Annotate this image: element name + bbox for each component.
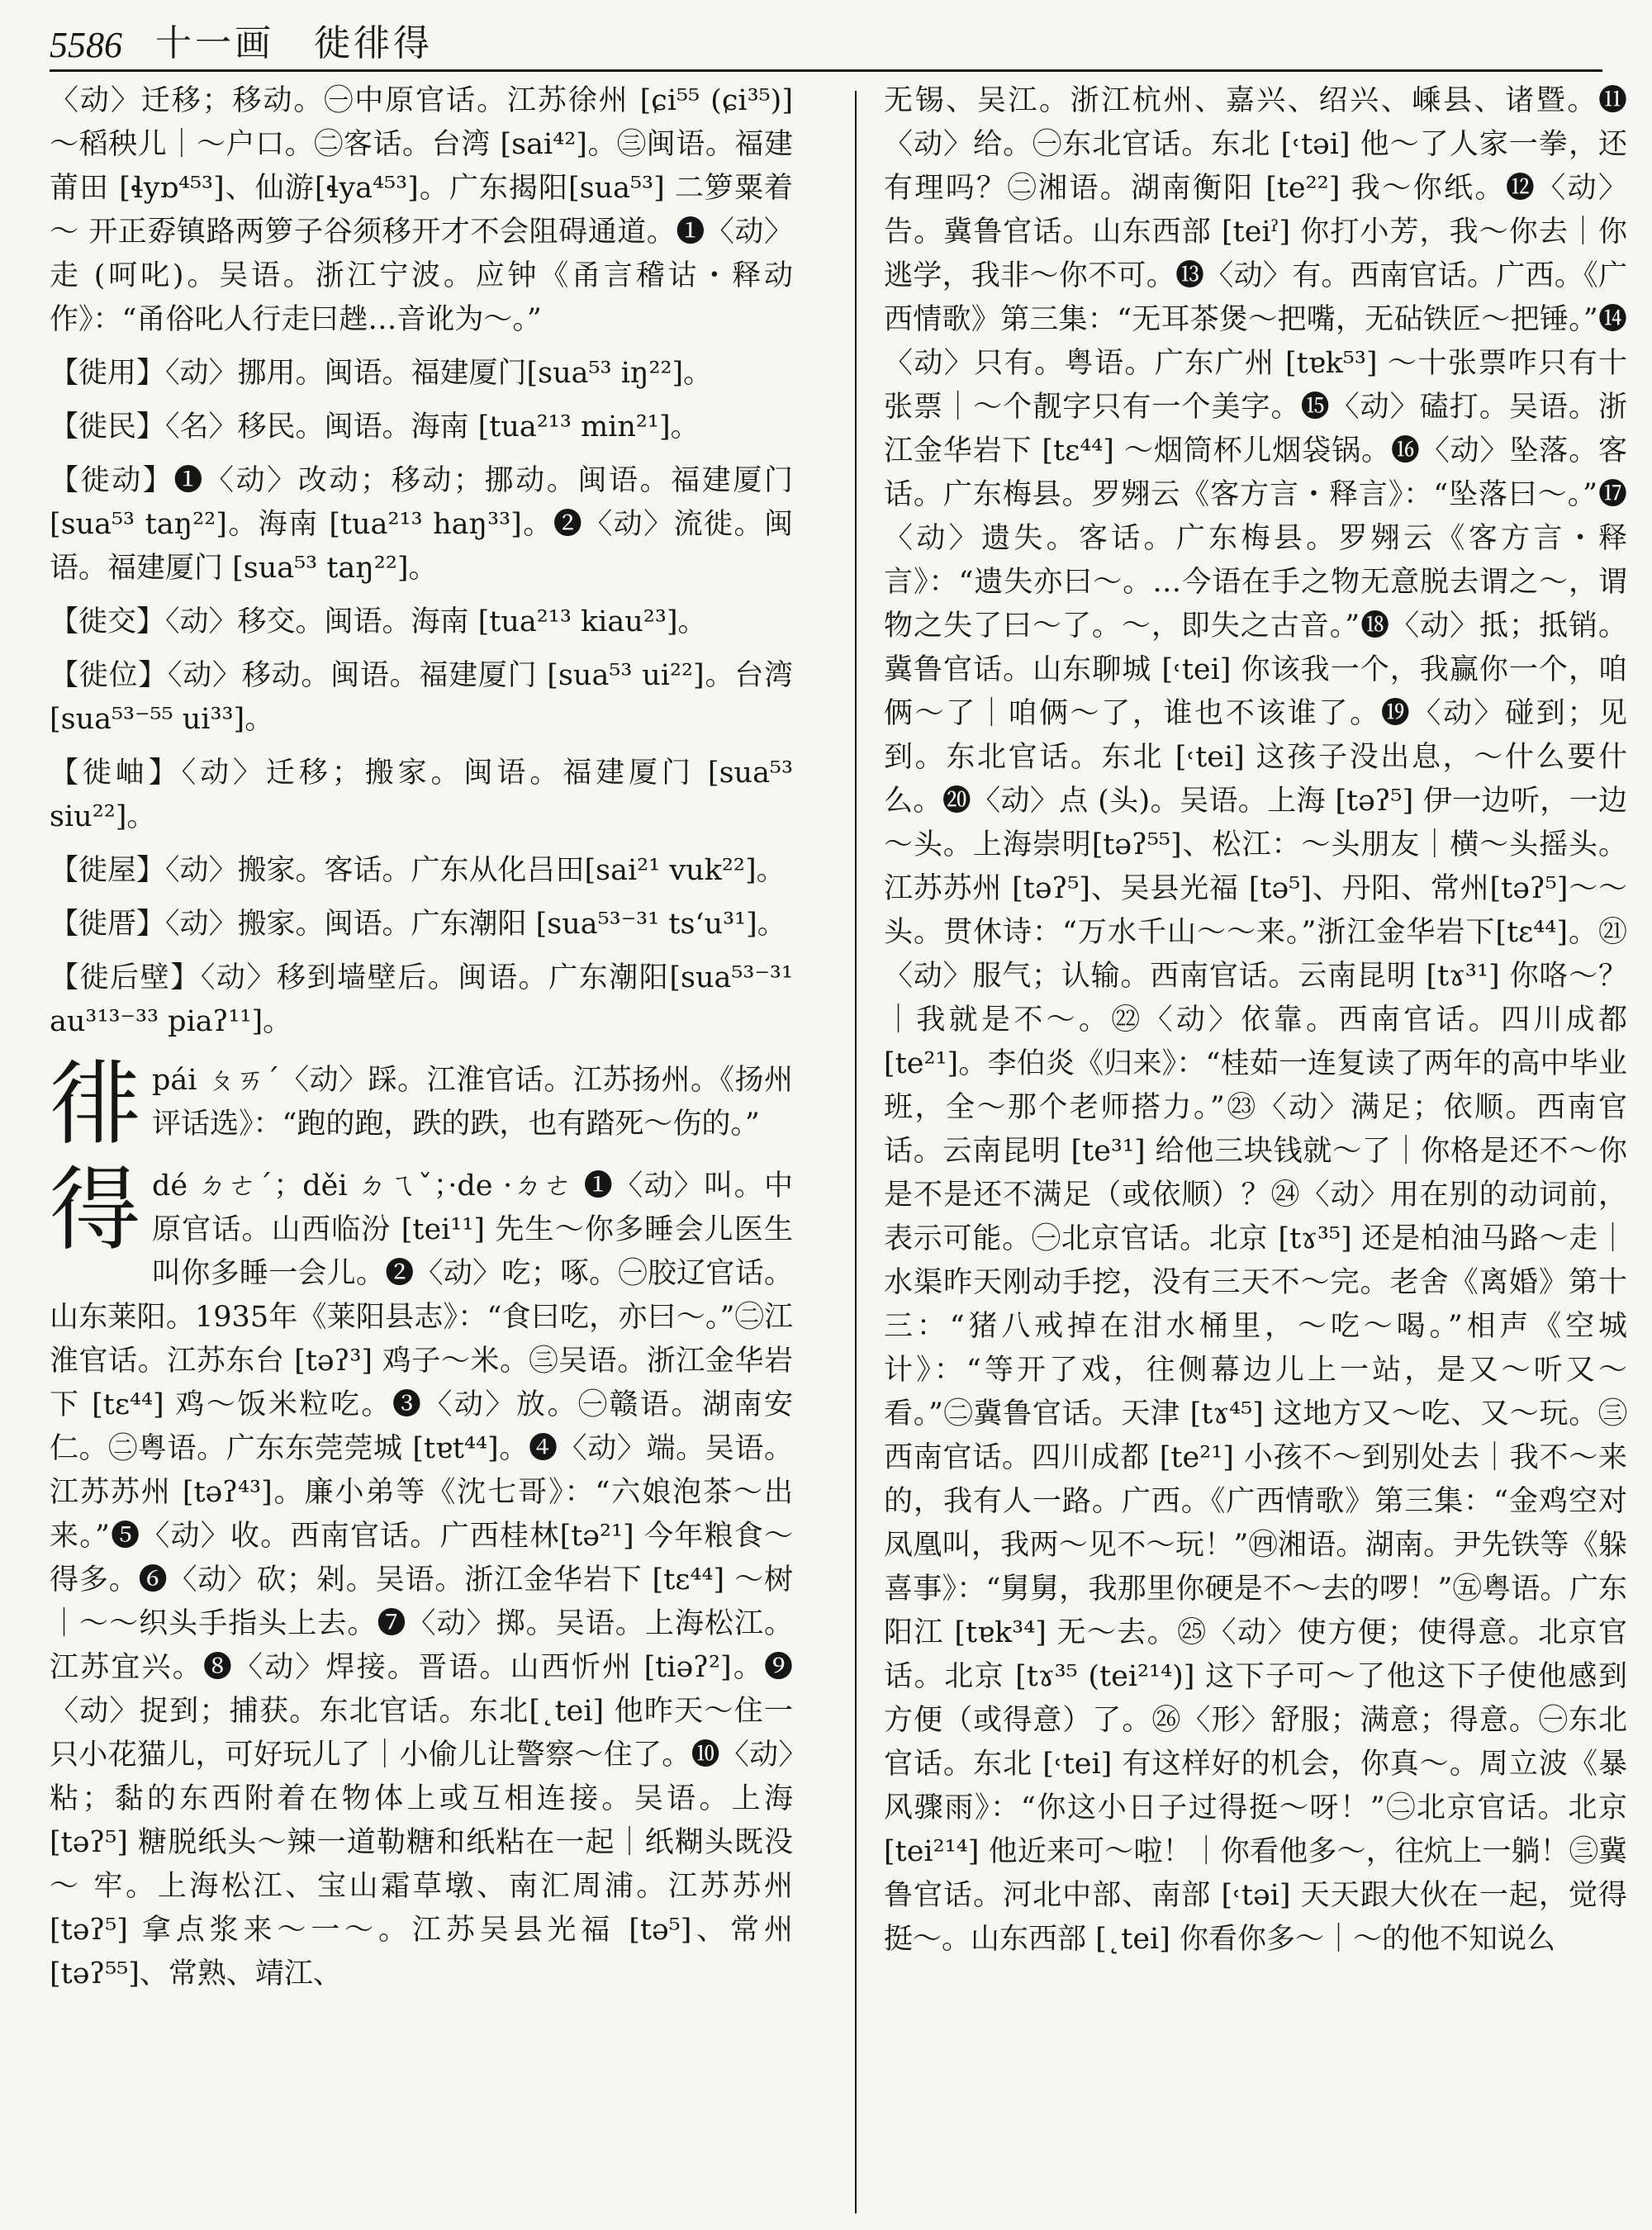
page-header (50, 17, 1602, 66)
right-column (884, 79, 1627, 1962)
entry-text: 【徙厝】〈动〉搬家。闽语。广东潮阳 [sua⁵³⁻³¹ tsʻu³¹]。 (50, 908, 786, 941)
entry-text: 【徙用】〈动〉挪用。闽语。福建厦门[sua⁵³ iŋ²²]。 (50, 357, 713, 390)
entry-text: 【徙位】〈动〉移动。闽语。福建厦门 [sua⁵³ ui²²]。台湾 [sua⁵³⁻⁵⁵ ui³³]。 (50, 659, 793, 736)
dictionary-entry (50, 600, 793, 644)
entry-text: 无锡、吴江。浙江杭州、嘉兴、绍兴、嵊县、诸暨。⓫〈动〉给。㊀东北官话。东北 [˓təi] 他～了人家一拳，还有理吗？㊁湘语。湖南衡阳 [te²²] 我～你纸。⓬〈动〉告。冀鲁官话。山东西部 [teiˀ] 你打小芳，我～你去｜你逃学，我非～你不可。⓭〈动〉有。西南官话。广西。《广西情歌》第三集：“无耳茶煲～把嘴，无砧铁匠～把锤。”⓮〈动〉只有。粤语。广东广州 [tɐk⁵³] ～十张票咋只有十张票｜～个靓字只有一个美字。⓯〈动〉磕打。吴语。浙江金华岩下 [tɛ⁴⁴] ～烟筒杯儿烟袋锅。⓰〈动〉坠落。客话。广东梅县。罗翙云《客方言・释言》：“坠落曰～。”⓱〈动〉遗失。客话。广东梅县。罗翙云《客方言・释言》：“遗失亦曰～。…今语在手之物无意脱去谓之～，谓物之失了曰～了。～，即失之古音。”⓲〈动〉抵；抵销。冀鲁官话。山东聊城 [˓tei] 你该我一个，我赢你一个，咱俩～了｜咱俩～了，谁也不该谁了。⓳〈动〉碰到；见到。东北官话。东北 [˓tei] 这孩子没出息，～什么要什么。⓴〈动〉点 (头)。吴语。上海 [təʔ⁵] 伊一边听，一边～头。上海崇明[təʔ⁵⁵]、松江：～头朋友｜横～头摇头。江苏苏州 [təʔ⁵]、吴县光福 [tə⁵]、丹阳、常州[təʔ⁵]～～头。贯休诗：“万水千山～～来。”浙江金华岩下[tɛ⁴⁴]。㉑〈动〉服气；认输。西南官话。云南昆明 [tɤ³¹] 你咯～？｜我就是不～。㉒〈动〉依靠。西南官话。四川成都 [te²¹]。李伯炎《归来》：“桂茹一连复读了两年的高中毕业班，全～那个老师搭力。”㉓〈动〉满足；依顺。西南官话。云南昆明 [te³¹] 给他三块钱就～了｜你格是还不～你是不是还不满足（或依顺）？㉔〈动〉用在别的动词前，表示可能。㊀北京官话。北京 [tɤ³⁵] 还是柏油马路～走｜水渠昨天刚动手挖，没有三天不～完。老舍《离婚》第十三：“猪八戒掉在泔水桶里，～吃～喝。”相声《空城计》：“等开了戏，往侧幕边儿上一站，是又～听又～看。”㊁冀鲁官话。天津 [tɤ⁴⁵] 这地方又～吃、又～玩。㊂西南官话。四川成都 [te²¹] 小孩不～到别处去｜我不～来的，我有人一路。广西。《广西情歌》第三集：“金鸡空对凤凰叫，我两～见不～玩！”㊃湘语。湖南。尹先铁等《躲喜事》：“舅舅，我那里你硬是不～去的啰！”㊄粤语。广东阳江 [tɐk³⁴] 无～去。㉕〈动〉使方便；使得意。北京官话。北京 [tɤ³⁵ (tei²¹⁴)] 这下子可～了他这下子使他感到方便（或得意）了。㉖〈形〉舒服；满意；得意。㊀东北官话。东北 [˓tei] 有这样好的机会，你真～。周立波《暴风骤雨》：“你这小日子过得挺～呀！”㊁北京官话。北京 [tei²¹⁴] 他近来可～啦！｜你看他多～，往炕上一躺！㊂冀鲁官话。河北中部、南部 [˓təi] 天天跟大伙在一起，觉得挺～。山东西部 [˛tei] 你看你多～｜～的他不知说么 (884, 84, 1627, 1956)
page-number: 5586 (50, 25, 122, 65)
entry-continuation (884, 79, 1627, 1962)
entry-text: 【徙交】〈动〉移交。闽语。海南 [tua²¹³ kiau²³]。 (50, 605, 707, 638)
dictionary-entry (50, 849, 793, 893)
headword-character: 得 (50, 1157, 140, 1263)
dictionary-entry (50, 459, 793, 591)
dictionary-entry (50, 406, 793, 449)
entry-text: 【徙后壁】〈动〉移到墙壁后。闽语。广东潮阳[sua⁵³⁻³¹ au³¹³⁻³³ piaʔ¹¹]。 (50, 961, 793, 1038)
dictionary-entry (50, 903, 793, 947)
dictionary-entry (50, 352, 793, 396)
header-rule (50, 69, 1602, 72)
headword-character: 徘 (50, 1051, 140, 1157)
page-title: 十一画 徙徘得 (155, 22, 433, 64)
left-column (50, 79, 793, 2003)
entry-text: dé ㄉㄜˊ；děi ㄉㄟˇ；·de ·ㄉㄜ ❶〈动〉叫。中原官话。山西临汾 [tei¹¹] 先生～你多睡会儿医生叫你多睡一会儿。❷〈动〉吃；啄。㊀胶辽官话。山东莱阳。1935年《莱阳县志》：“食曰吃，亦曰～。”㊁江淮官话。江苏东台 [təʔ³] 鸡子～米。㊂吴语。浙江金华岩下 [tɛ⁴⁴] 鸡～饭米粒吃。❸〈动〉放。㊀赣语。湖南安仁。㊁粤语。广东东莞莞城 [tɐt⁴⁴]。❹〈动〉端。吴语。江苏苏州 [təʔ⁴³]。廉小弟等《沈七哥》：“六娘泡茶～出来。”❺〈动〉收。西南官话。广西桂林[tə²¹] 今年粮食～得多。❻〈动〉砍；剁。吴语。浙江金华岩下 [tɛ⁴⁴] ～树｜～～织头手指头上去。❼〈动〉掷。吴语。上海松江。江苏宜兴。❽〈动〉焊接。晋语。山西忻州 [tiəʔ²]。❾〈动〉捉到；捕获。东北官话。东北[˛tei] 他昨天～住一只小花猫儿，可好玩儿了｜小偷儿让警察～住了。❿〈动〉粘；黏的东西附着在物体上或互相连接。吴语。上海 [təʔ⁵] 糖脱纸头～辣一道勒糖和纸粘在一起｜纸糊头既没 ～ 牢。上海松江、宝山霜草墩、南汇周浦。江苏苏州 [təʔ⁵] 拿点浆来～一～。江苏吴县光福 [tə⁵]、常州 [təʔ⁵⁵]、常熟、靖江、 (50, 1170, 793, 1990)
dictionary-entry (50, 654, 793, 742)
dictionary-entry (50, 752, 793, 839)
column-divider (855, 91, 857, 2213)
entry-text: 【徙民】〈名〉移民。闽语。海南 [tua²¹³ min²¹]。 (50, 410, 700, 444)
entry-text: 【徙屋】〈动〉搬家。客话。广东从化吕田[sai²¹ vuk²²]。 (50, 854, 786, 887)
headword-entry (50, 1157, 793, 1996)
entry-text: 【徙动】❶〈动〉改动；移动；挪动。闽语。福建厦门 [sua⁵³ taŋ²²]。海南 [tua²¹³ haŋ³³]。❷〈动〉流徙。闽语。福建厦门 [sua⁵³ taŋ²²]。 (50, 464, 793, 585)
entry-text: pái ㄆㄞˊ〈动〉踩。江淮官话。江苏扬州。《扬州评话选》：“跑的跑，跌的跌，也有踏死～伤的。” (152, 1064, 793, 1141)
headword-entry (50, 1051, 793, 1157)
dictionary-entry (50, 956, 793, 1044)
entry-text: 【徙岫】〈动〉迁移；搬家。闽语。福建厦门 [sua⁵³ siu²²]。 (50, 757, 793, 833)
entry-continuation (50, 79, 793, 342)
entry-text: 〈动〉迁移；移动。㊀中原官话。江苏徐州 [ɕi⁵⁵ (ɕi³⁵)] ～稻秧儿｜～户口。㊁客话。台湾 [sai⁴²]。㊂闽语。福建莆田 [ɬyɒ⁴⁵³]、仙游[ɬya⁴⁵³]。广东揭阳[sua⁵³] 二箩粟着～ 开正孬镇路两箩子谷须移开才不会阻碍通道。❶〈动〉走 (呵叱)。吴语。浙江宁波。应钟《甬言稽诂・释动作》：“甬俗叱人行走曰趖…音讹为～。” (50, 84, 793, 336)
